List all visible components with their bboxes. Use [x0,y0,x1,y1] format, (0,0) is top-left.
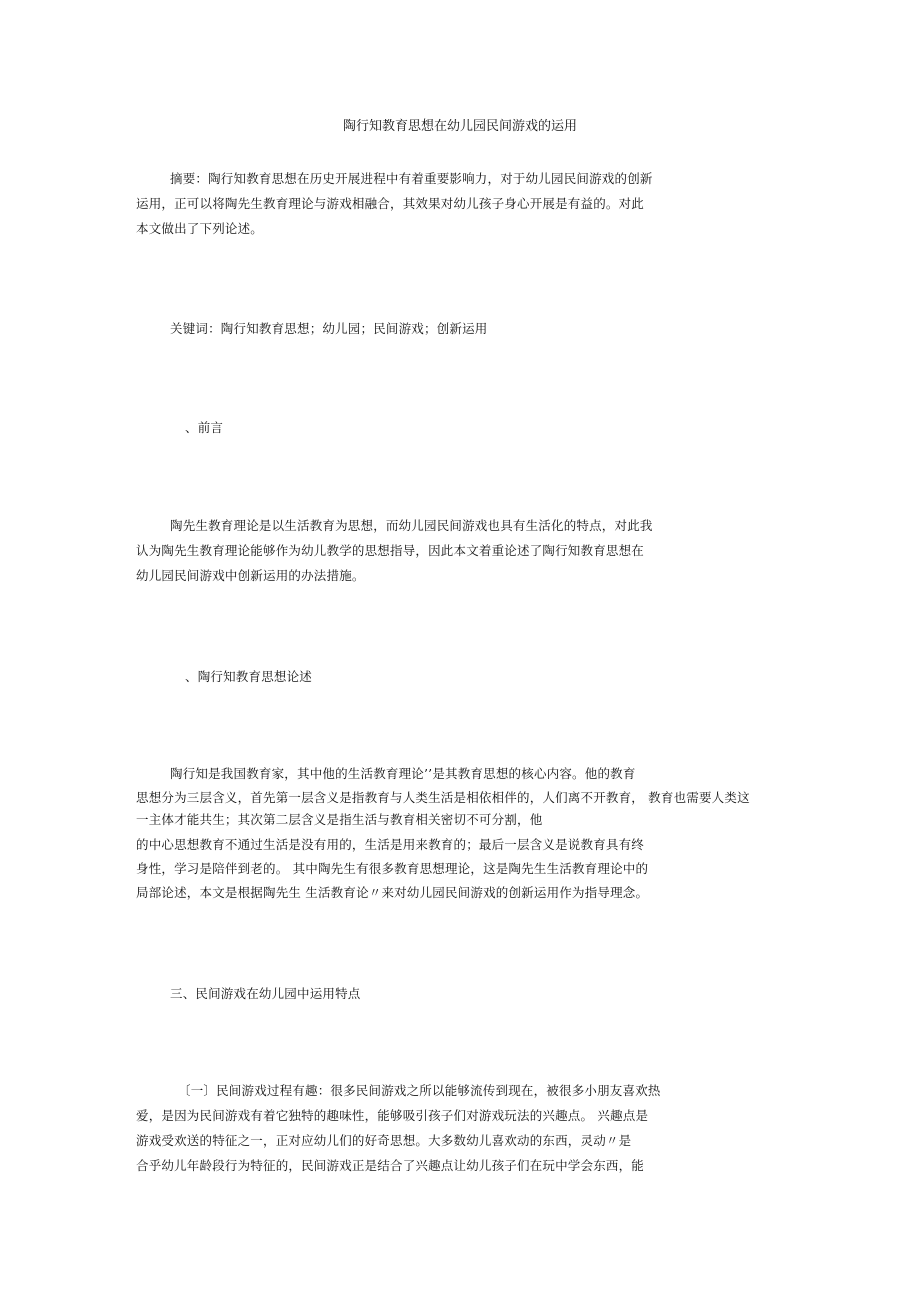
features-line-4: 合乎幼儿年龄段行为特征的，民间游戏正是结合了兴趣点让幼儿孩子们在玩中学会东西，能 [136,1158,645,1173]
features-line-3: 游戏受欢送的特征之一，正对应幼儿们的好奇思想。大多数幼儿喜欢动的东西，灵动〃是 [136,1133,632,1148]
preface-line-3: 幼儿园民间游戏中创新运用的办法措施。 [136,568,365,583]
section-heading-features: 三、民间游戏在幼儿园中运用特点 [170,986,361,1001]
thought-line-4: 的中心思想教育不通过生活是没有用的，生活是用来教育的；最后一层含义是说教育具有终 [136,837,645,852]
keywords-line: 关键词：陶行知教育思想；幼儿园；民间游戏；创新运用 [170,321,488,336]
abstract-line-1: 摘要：陶行知教育思想在历史开展进程中有着重要影响力，对于幼儿园民间游戏的创新 [170,171,653,186]
section-heading-preface: 、前言 [185,420,224,435]
preface-line-1: 陶先生教育理论是以生活教育为思想，而幼儿园民间游戏也具有生活化的特点，对此我 [170,518,653,533]
thought-line-1: 陶行知是我国教育家，其中他的生活教育理论’’是其教育思想的核心内容。他的教育 [170,766,636,781]
abstract-line-3: 本文做出了下列论述。 [136,221,264,236]
thought-line-3: 一主体才能共生；其次第二层含义是指生活与教育相关密切不可分割，他 [136,812,543,827]
thought-line-6: 局部论述，本文是根据陶先生 生活教育论〃来对幼儿园民间游戏的创新运用作为指导理念。 [136,885,649,900]
thought-line-2: 思想分为三层含义，首先第一层含义是指教育与人类生活是相依相伴的，人们离不开教育， 教育也需要人类这 [136,790,750,805]
document-title: 陶行知教育思想在幼儿园民间游戏的运用 [342,119,577,134]
section-heading-thought: 、陶行知教育思想论述 [185,669,313,684]
preface-line-2: 认为陶先生教育理论能够作为幼儿教学的思想指导，因此本文着重论述了陶行知教育思想在 [136,543,645,558]
features-line-2: 爱，是因为民间游戏有着它独特的趣味性，能够吸引孩子们对游戏玩法的兴趣点。 兴趣点是 [136,1108,649,1123]
thought-line-5: 身性，学习是陪伴到老的。 其中陶先生有很多教育思想理论，这是陶先生生活教育理论中的 [136,861,649,876]
features-line-1: 〔一〕民间游戏过程有趣：很多民间游戏之所以能够流传到现在，被很多小朋友喜欢热 [178,1083,661,1098]
abstract-line-2: 运用，正可以将陶先生教育理论与游戏相融合，其效果对幼儿孩子身心开展是有益的。对此 [136,196,645,211]
